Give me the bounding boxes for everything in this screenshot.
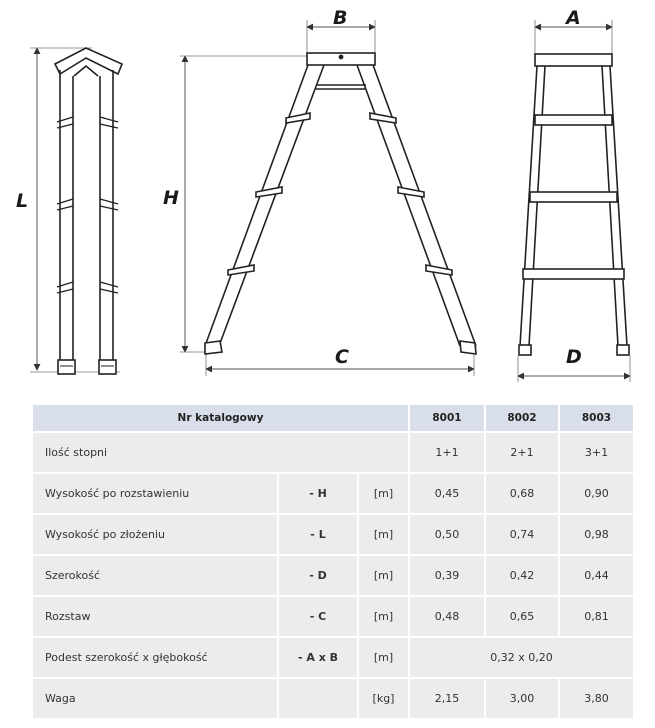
- row-value: 1+1: [410, 433, 484, 472]
- table-row: [33, 433, 633, 472]
- row-symbol: - C: [279, 597, 357, 636]
- row-symbol: - A x B: [279, 638, 357, 677]
- front-view: [518, 20, 630, 382]
- header-model: 8001: [410, 405, 484, 431]
- row-value: 0,90: [560, 474, 633, 513]
- row-unit: [m]: [359, 597, 408, 636]
- row-name: Wysokość po złożeniu: [33, 515, 277, 554]
- row-unit: [m]: [359, 556, 408, 595]
- row-value: 3+1: [560, 433, 633, 472]
- row-value: 0,42: [486, 556, 558, 595]
- table-row: [33, 556, 633, 595]
- row-value: 2+1: [486, 433, 558, 472]
- row-value: 0,39: [410, 556, 484, 595]
- row-value: 3,00: [486, 679, 558, 718]
- row-unit: [m]: [359, 638, 408, 677]
- row-name: Podest szerokość x głębokość: [33, 638, 277, 677]
- row-value: 3,80: [560, 679, 633, 718]
- row-name: Szerokość: [33, 556, 277, 595]
- table-row: [33, 638, 633, 677]
- row-name: Ilość stopni: [33, 433, 408, 472]
- table-row: [33, 515, 633, 554]
- table-header-row: [33, 405, 633, 431]
- row-symbol: - D: [279, 556, 357, 595]
- row-symbol: [279, 679, 357, 718]
- dim-label-B: B: [333, 7, 348, 29]
- row-name: Wysokość po rozstawieniu: [33, 474, 277, 513]
- header-model: 8002: [486, 405, 558, 431]
- header-catalog-label: Nr katalogowy: [33, 405, 408, 431]
- row-unit: [m]: [359, 515, 408, 554]
- row-name: Rozstaw: [33, 597, 277, 636]
- row-value: 0,44: [560, 556, 633, 595]
- row-name: Waga: [33, 679, 277, 718]
- row-value: 0,74: [486, 515, 558, 554]
- row-value: 0,48: [410, 597, 484, 636]
- folded-side-view: [30, 48, 122, 374]
- table-row: [33, 597, 633, 636]
- open-side-view: [180, 20, 476, 376]
- row-value: 0,45: [410, 474, 484, 513]
- row-value: 0,98: [560, 515, 633, 554]
- table-row: [33, 679, 633, 718]
- row-symbol: - L: [279, 515, 357, 554]
- header-model: 8003: [560, 405, 633, 431]
- dim-label-D: D: [566, 346, 582, 368]
- row-value: 0,50: [410, 515, 484, 554]
- row-value: 2,15: [410, 679, 484, 718]
- table-row: [33, 474, 633, 513]
- row-value: 0,68: [486, 474, 558, 513]
- spec-table: [31, 403, 635, 720]
- row-value: 0,81: [560, 597, 633, 636]
- dim-label-H: H: [163, 187, 179, 209]
- row-value: 0,65: [486, 597, 558, 636]
- dim-label-C: C: [335, 346, 349, 368]
- dim-label-A: A: [566, 7, 581, 29]
- row-unit: [m]: [359, 474, 408, 513]
- row-merged-value: 0,32 x 0,20: [410, 638, 633, 677]
- dim-label-L: L: [16, 190, 29, 212]
- row-unit: [kg]: [359, 679, 408, 718]
- row-symbol: - H: [279, 474, 357, 513]
